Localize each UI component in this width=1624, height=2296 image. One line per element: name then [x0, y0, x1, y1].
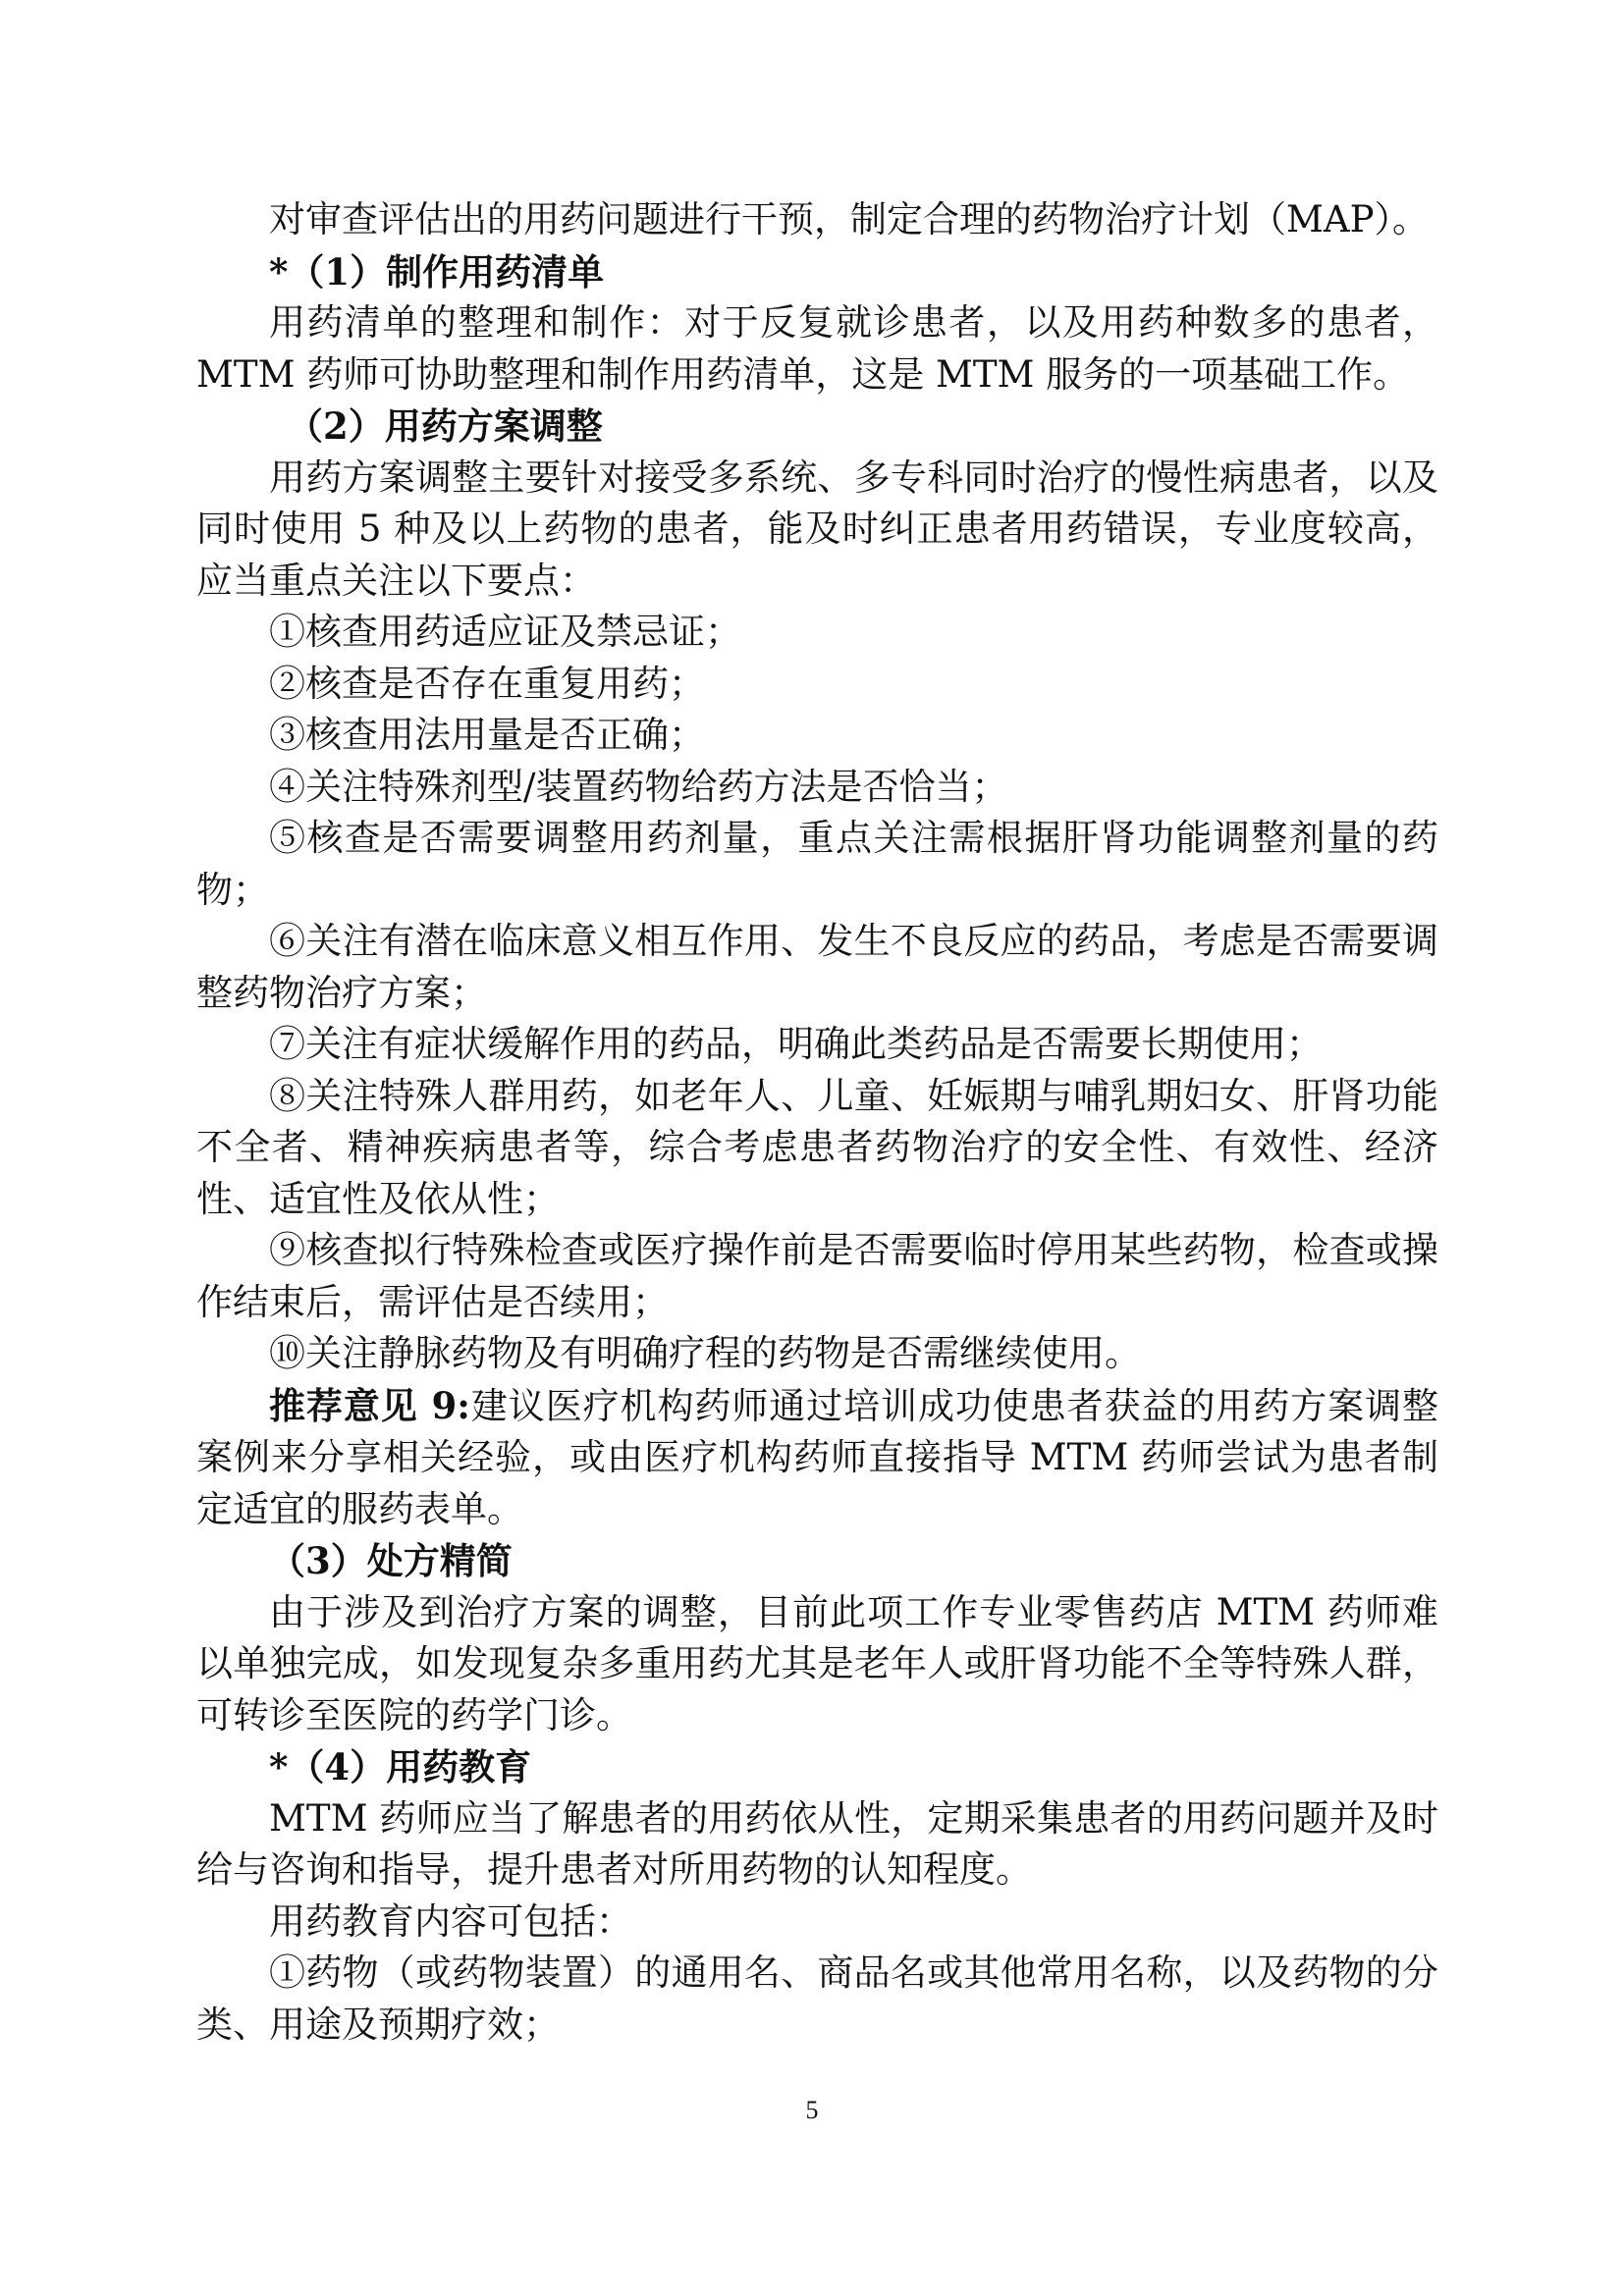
paragraph-deprescribing: 由于涉及到治疗方案的调整，目前此项工作专业零售药店 MTM 药师难以单独完成，如发现复杂多重用药尤其是老年人或肝肾功能不全等特殊人群，可转诊至医院的药学门诊。: [196, 1590, 1438, 1736]
list-item: ④关注特殊剂型/装置药物给药方法是否恰当；: [269, 765, 1008, 808]
list-item: ①核查用药适应证及禁忌证；: [269, 611, 741, 653]
paragraph-regimen-adjustment: 用药方案调整主要针对接受多系统、多专科同时治疗的慢性病患者，以及同时使用 5 种及以上药物的患者，能及时纠正患者用药错误，专业度较高，应当重点关注以下要点：: [196, 455, 1438, 602]
list-item: ⑩关注静脉药物及有明确疗程的药物是否需继续使用。: [269, 1332, 1141, 1374]
recommendation-label: 推荐意见 9:: [269, 1383, 470, 1427]
paragraph-medication-list: 用药清单的整理和制作：对于反复就诊患者，以及用药种数多的患者，MTM 药师可协助整理和制作用药清单，这是 MTM 服务的一项基础工作。: [196, 301, 1438, 396]
paragraph-medication-education: MTM 药师应当了解患者的用药依从性，定期采集患者的用药问题并及时给与咨询和指导，提升患者对所用药物的认知程度。: [196, 1796, 1438, 1891]
paragraph-map-intro: 对审查评估出的用药问题进行干预，制定合理的药物治疗计划（MAP）。: [269, 198, 1429, 240]
heading-medication-list: *（1）制作用药清单: [269, 249, 605, 294]
document-body: [196, 194, 1438, 2051]
heading-deprescribing: （3）处方精简: [269, 1539, 513, 1582]
recommendation-text: 建议医疗机构药师通过培训成功使患者获益的用药方案调整案例来分享相关经验，或由医疗机构药师直接指导 MTM 药师尝试为患者制定适宜的服药表单。: [196, 1384, 1438, 1530]
list-item: ②核查是否存在重复用药；: [269, 662, 705, 705]
list-item: ③核查用法用量是否正确；: [269, 714, 705, 756]
list-item: ⑦关注有症状缓解作用的药品，明确此类药品是否需要长期使用；: [269, 1023, 1323, 1065]
paragraph-education-content: 用药教育内容可包括：: [269, 1899, 632, 1943]
list-item: ⑧关注特殊人群用药，如老年人、儿童、妊娠期与哺乳期妇女、肝肾功能不全者、精神疾病患者等，综合考虑患者药物治疗的安全性、有效性、经济性、适宜性及依从性；: [196, 1074, 1438, 1220]
list-item: ⑨核查拟行特殊检查或医疗操作前是否需要临时停用某些药物，检查或操作结束后，需评估是否续用；: [196, 1229, 1438, 1323]
list-item: ⑥关注有潜在临床意义相互作用、发生不良反应的药品，考虑是否需要调整药物治疗方案；: [196, 920, 1438, 1014]
recommendation-9: [196, 1380, 1438, 1536]
list-item: ①药物（或药物装置）的通用名、商品名或其他常用名称，以及药物的分类、用途及预期疗效；: [196, 1951, 1438, 2046]
heading-regimen-adjustment: （2）用药方案调整: [287, 404, 603, 448]
heading-medication-education: *（4）用药教育: [269, 1745, 532, 1789]
page-number: 5: [805, 2096, 819, 2124]
list-item: ⑤核查是否需要调整用药剂量，重点关注需根据肝肾功能调整剂量的药物；: [196, 817, 1438, 911]
